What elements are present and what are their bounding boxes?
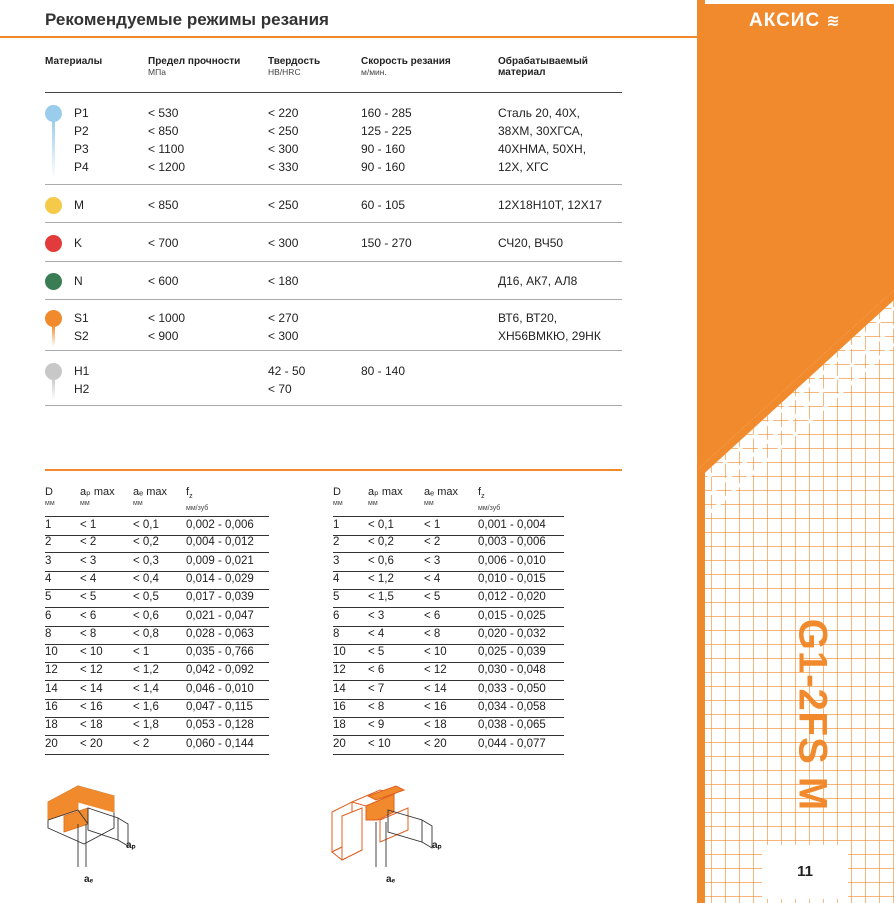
- table-row: [333, 589, 564, 608]
- material-hardness-cell: < 250: [268, 124, 299, 138]
- table-row: [333, 699, 564, 718]
- table-cell: 5: [45, 591, 52, 604]
- material-strength-cell: < 1100: [148, 142, 185, 156]
- table-cell: 0,010 - 0,015: [478, 572, 546, 585]
- material-speed-cell: 80 - 140: [361, 364, 406, 378]
- table-cell: < 0,6: [133, 609, 159, 622]
- table-cell: 0,017 - 0,039: [186, 591, 254, 604]
- table-row: [333, 516, 564, 536]
- material-workpiece-cell: Сталь 20, 40Х,: [498, 106, 580, 120]
- table-row: [45, 699, 269, 718]
- material-workpiece-cell: СЧ20, ВЧ50: [498, 236, 564, 250]
- material-hardness-cell: < 300: [268, 329, 299, 343]
- table-cell: < 16: [424, 701, 447, 713]
- table-row: [45, 589, 269, 608]
- header-fz: $f_z$ мм/зуб: [186, 486, 209, 513]
- table-cell: 12: [333, 664, 346, 677]
- material-hardness-cell: 42 - 50: [268, 364, 306, 378]
- material-codes-cell: S2: [74, 329, 89, 343]
- table-cell: 0,003 - 0,006: [478, 536, 546, 549]
- ap-label-left: aₚ: [126, 840, 136, 851]
- material-strength-cell: < 530: [148, 106, 179, 120]
- side-panel: [697, 0, 894, 903]
- material-speed-cell: 90 - 160: [361, 142, 406, 156]
- material-strength-cell: < 700: [148, 236, 179, 250]
- material-color-tail: [52, 378, 55, 400]
- table-cell: < 3: [368, 609, 385, 622]
- table-cell: 20: [45, 737, 58, 750]
- table-cell: 0,020 - 0,032: [478, 627, 546, 640]
- table-cell: < 20: [80, 737, 103, 750]
- material-color-tail: [52, 120, 55, 178]
- table-cell: 18: [333, 719, 346, 732]
- table-cell: 8: [333, 627, 340, 640]
- table-cell: < 3: [80, 554, 97, 567]
- table-cell: < 0,1: [368, 519, 394, 531]
- table-row: [333, 571, 564, 590]
- section-divider: [45, 469, 622, 471]
- table-cell: < 0,4: [133, 572, 159, 585]
- table-cell: 12: [45, 664, 58, 677]
- material-strength-cell: < 900: [148, 329, 179, 343]
- material-hardness-cell: < 300: [268, 236, 299, 250]
- table-cell: < 4: [368, 627, 385, 640]
- material-color-dot: [45, 235, 62, 252]
- table-row: [45, 662, 269, 681]
- header-ap: aₚ max мм: [368, 486, 403, 507]
- table-cell: 18: [45, 719, 58, 732]
- table-cell: 5: [333, 591, 340, 604]
- header-strength: Предел прочности МПа: [148, 56, 241, 77]
- table-row: [45, 553, 269, 572]
- table-cell: < 9: [368, 719, 385, 732]
- title-underline: [0, 36, 697, 38]
- table-cell: < 14: [424, 682, 447, 695]
- material-hardness-cell: < 270: [268, 311, 299, 325]
- table-cell: 0,006 - 0,010: [478, 554, 546, 567]
- brand-logo: АКСИС ≋: [749, 10, 841, 31]
- table-cell: 14: [333, 682, 346, 695]
- material-speed-cell: 60 - 105: [361, 198, 406, 212]
- table-cell: < 8: [80, 627, 97, 640]
- header-hardness: Твердость HB/HRC: [268, 56, 321, 77]
- table-row: [45, 626, 269, 645]
- table-row: [45, 717, 269, 736]
- table-cell: 0,009 - 0,021: [186, 554, 254, 567]
- table-row: [45, 681, 269, 700]
- table-cell: < 3: [424, 554, 441, 567]
- header-materials: Материалы: [45, 56, 103, 67]
- header-speed: Скорость резания м/мин.: [361, 56, 451, 77]
- table-cell: < 6: [80, 609, 97, 622]
- page-number: 11: [762, 845, 848, 899]
- header-ap: aₚ max мм: [80, 486, 115, 507]
- table-cell: 0,033 - 0,050: [478, 682, 546, 695]
- table-cell: < 0,2: [133, 536, 159, 549]
- material-group-rule: [45, 184, 622, 185]
- table-cell: 6: [45, 609, 52, 622]
- table-cell: 10: [45, 646, 58, 659]
- material-speed-cell: 160 - 285: [361, 106, 412, 120]
- table-cell: 1: [333, 519, 340, 531]
- table-cell: < 1,8: [133, 719, 159, 732]
- table-cell: 0,060 - 0,144: [186, 737, 254, 750]
- table-cell: 0,015 - 0,025: [478, 609, 546, 622]
- table-cell: 0,038 - 0,065: [478, 719, 546, 732]
- table-row: [333, 608, 564, 627]
- material-speed-cell: 90 - 160: [361, 160, 406, 174]
- table-cell: < 0,8: [133, 627, 159, 640]
- material-codes-cell: N: [74, 274, 83, 288]
- material-codes-cell: P2: [74, 124, 89, 138]
- table-cell: < 0,2: [368, 536, 394, 549]
- material-codes-cell: S1: [74, 311, 89, 325]
- material-group-rule: [45, 222, 622, 223]
- table-cell: 0,014 - 0,029: [186, 572, 254, 585]
- table-cell: 0,044 - 0,077: [478, 737, 546, 750]
- table-cell: < 6: [424, 609, 441, 622]
- material-codes-cell: M: [74, 198, 84, 212]
- material-workpiece-cell: Д16, АК7, АЛ8: [498, 274, 578, 288]
- table-cell: < 18: [424, 719, 447, 732]
- material-workpiece-cell: ХН56ВМКЮ, 29НК: [498, 329, 601, 343]
- table-cell: 16: [45, 701, 58, 713]
- materials-header-rule: [45, 92, 622, 93]
- table-cell: 10: [333, 646, 346, 659]
- table-cell: < 4: [424, 572, 441, 585]
- material-speed-cell: 125 - 225: [361, 124, 412, 138]
- table-cell: < 5: [368, 646, 385, 659]
- header-d: D мм: [333, 486, 343, 507]
- material-strength-cell: < 600: [148, 274, 179, 288]
- table-cell: 4: [333, 572, 340, 585]
- table-cell: 0,004 - 0,012: [186, 536, 254, 549]
- header-ae: aₑ max мм: [133, 486, 168, 507]
- table-cell: < 16: [80, 701, 103, 713]
- table-row: [333, 736, 564, 755]
- material-workpiece-cell: 38ХМ, 30ХГСА,: [498, 124, 584, 138]
- material-hardness-cell: < 330: [268, 160, 299, 174]
- table-cell: 0,030 - 0,048: [478, 664, 546, 677]
- slot-milling-diagram-right: [328, 772, 458, 892]
- table-cell: 20: [333, 737, 346, 750]
- table-cell: < 18: [80, 719, 103, 732]
- material-codes-cell: K: [74, 236, 83, 250]
- table-cell: < 0,3: [133, 554, 159, 567]
- table-row: [45, 534, 269, 553]
- table-row: [45, 608, 269, 627]
- table-row: [333, 553, 564, 572]
- table-cell: < 14: [80, 682, 103, 695]
- table-cell: < 1: [80, 519, 97, 531]
- material-color-dot: [45, 273, 62, 290]
- table-cell: < 7: [368, 682, 385, 695]
- table-cell: 0,025 - 0,039: [478, 646, 546, 659]
- table-cell: < 12: [424, 664, 447, 677]
- table-cell: < 5: [80, 591, 97, 604]
- table-cell: < 1: [424, 519, 441, 531]
- table-cell: 0,021 - 0,047: [186, 609, 254, 622]
- header-d: D мм: [45, 486, 55, 507]
- ae-label-left: aₑ: [84, 874, 94, 885]
- table-cell: < 0,1: [133, 519, 159, 531]
- table-row: [333, 662, 564, 681]
- table-cell: 2: [333, 536, 340, 549]
- material-speed-cell: 150 - 270: [361, 236, 412, 250]
- table-cell: < 8: [368, 701, 385, 713]
- material-codes-cell: P3: [74, 142, 89, 156]
- table-cell: 0,046 - 0,010: [186, 682, 254, 695]
- table-cell: < 2: [133, 737, 150, 750]
- table-cell: < 5: [424, 591, 441, 604]
- table-cell: 6: [333, 609, 340, 622]
- table-cell: 4: [45, 572, 52, 585]
- material-hardness-cell: < 250: [268, 198, 299, 212]
- material-hardness-cell: < 180: [268, 274, 299, 288]
- table-row: [333, 644, 564, 663]
- table-cell: < 20: [424, 737, 447, 750]
- material-codes-cell: P4: [74, 160, 89, 174]
- header-ae: aₑ max мм: [424, 486, 459, 507]
- table-cell: 0,035 - 0,766: [186, 646, 254, 659]
- table-cell: < 10: [80, 646, 103, 659]
- material-color-tail: [52, 325, 55, 347]
- table-cell: 0,028 - 0,063: [186, 627, 254, 640]
- table-row: [45, 571, 269, 590]
- table-cell: < 1,2: [368, 572, 394, 585]
- table-cell: < 2: [424, 536, 441, 549]
- material-workpiece-cell: 12Х18Н10Т, 12Х17: [498, 198, 603, 212]
- table-cell: < 0,5: [133, 591, 159, 604]
- table-cell: 1: [45, 519, 52, 531]
- page-title: Рекомендуемые режимы резания: [45, 10, 329, 29]
- table-row: [45, 736, 269, 755]
- table-cell: 3: [45, 554, 52, 567]
- table-cell: 16: [333, 701, 346, 713]
- material-hardness-cell: < 220: [268, 106, 299, 120]
- table-cell: < 10: [368, 737, 391, 750]
- material-strength-cell: < 1200: [148, 160, 186, 174]
- table-row: [333, 534, 564, 553]
- material-hardness-cell: < 70: [268, 382, 292, 396]
- slot-milling-diagram-left: [42, 772, 152, 887]
- material-codes-cell: P1: [74, 106, 89, 120]
- material-group-rule: [45, 261, 622, 262]
- material-workpiece-cell: 12Х, ХГС: [498, 160, 549, 174]
- table-cell: 0,047 - 0,115: [186, 701, 253, 713]
- material-codes-cell: H1: [74, 364, 90, 378]
- material-codes-cell: H2: [74, 382, 90, 396]
- table-cell: < 6: [368, 664, 385, 677]
- material-hardness-cell: < 300: [268, 142, 299, 156]
- table-cell: 0,002 - 0,006: [186, 519, 254, 531]
- table-cell: < 12: [80, 664, 103, 677]
- material-workpiece-cell: ВТ6, ВТ20,: [498, 311, 558, 325]
- material-color-dot: [45, 197, 62, 214]
- material-strength-cell: < 850: [148, 198, 179, 212]
- model-name: G1-2FS M: [790, 618, 835, 812]
- table-cell: 14: [45, 682, 58, 695]
- material-workpiece-cell: 40ХНМА, 50ХН,: [498, 142, 587, 156]
- material-strength-cell: < 850: [148, 124, 179, 138]
- table-cell: 3: [333, 554, 340, 567]
- header-workpiece: Обрабатываемый материал: [498, 56, 588, 78]
- table-cell: < 2: [80, 536, 97, 549]
- table-cell: < 1,5: [368, 591, 394, 604]
- table-row: [45, 644, 269, 663]
- material-group-rule: [45, 299, 622, 300]
- header-fz: $f_z$ мм/зуб: [478, 486, 501, 513]
- table-row: [333, 681, 564, 700]
- table-cell: 0,012 - 0,020: [478, 591, 546, 604]
- table-cell: < 1: [133, 646, 150, 659]
- material-strength-cell: < 1000: [148, 311, 186, 325]
- material-group-rule: [45, 350, 622, 351]
- table-cell: < 1,4: [133, 682, 159, 695]
- table-cell: < 0,6: [368, 554, 394, 567]
- ap-label-right: aₚ: [432, 840, 442, 851]
- table-cell: < 1,2: [133, 664, 159, 677]
- table-cell: < 10: [424, 646, 447, 659]
- table-cell: 0,001 - 0,004: [478, 519, 546, 531]
- table-cell: 2: [45, 536, 52, 549]
- ae-label-right: aₑ: [386, 874, 396, 885]
- table-row: [333, 717, 564, 736]
- material-group-rule: [45, 405, 622, 406]
- table-cell: 8: [45, 627, 52, 640]
- table-row: [333, 626, 564, 645]
- table-cell: 0,042 - 0,092: [186, 664, 254, 677]
- table-cell: < 4: [80, 572, 97, 585]
- table-row: [45, 516, 269, 536]
- table-cell: < 1,6: [133, 701, 159, 713]
- table-cell: 0,053 - 0,128: [186, 719, 254, 732]
- table-cell: 0,034 - 0,058: [478, 701, 546, 713]
- table-cell: < 8: [424, 627, 441, 640]
